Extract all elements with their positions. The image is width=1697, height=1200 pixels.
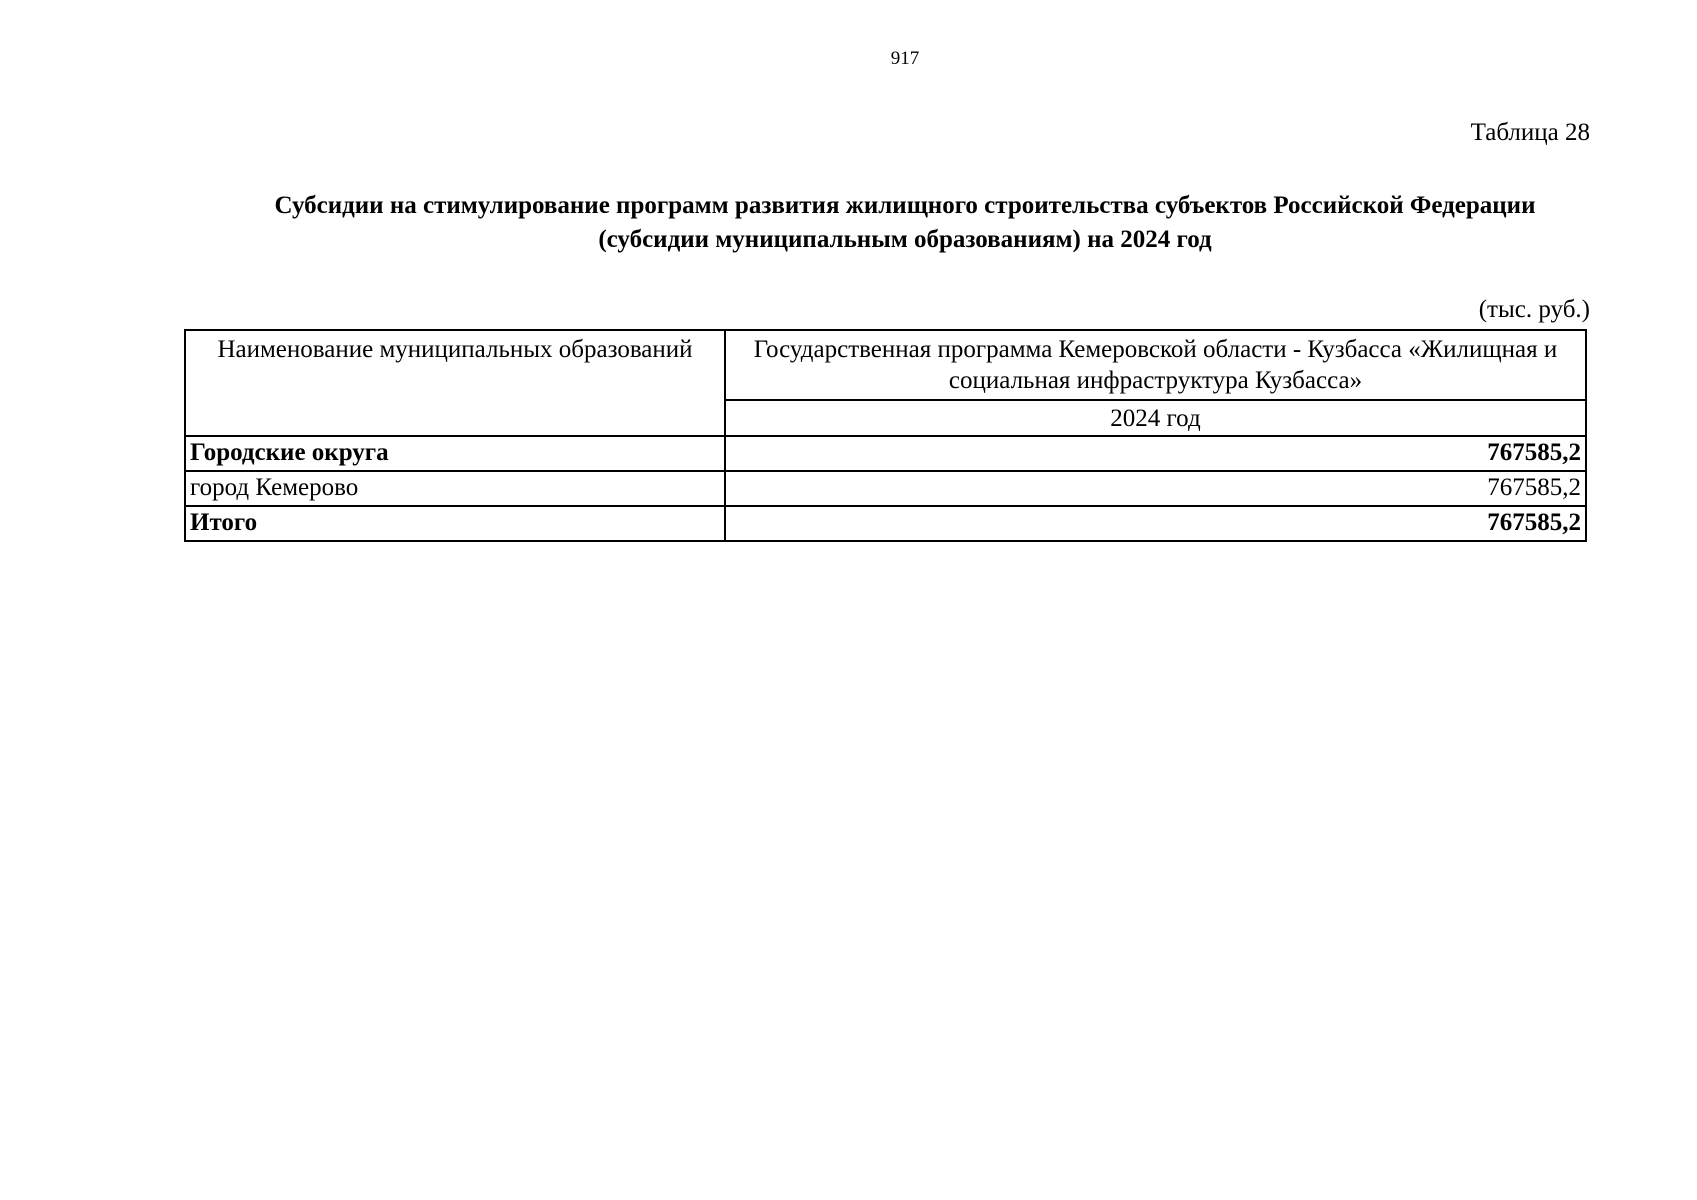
units-label: (тыс. руб.) bbox=[1478, 296, 1590, 323]
subsidy-table bbox=[184, 329, 1587, 542]
header-name-cell: Наименование муниципальных образований bbox=[185, 330, 725, 436]
document-title bbox=[185, 189, 1625, 257]
table-row bbox=[185, 506, 1586, 541]
table-header-row bbox=[185, 330, 1586, 400]
header-program-cell: Государственная программа Кемеровской области - Кузбасса «Жилищная и социальная инфраструктура Кузбасса» bbox=[725, 330, 1586, 400]
row-value-cell: 767585,2 bbox=[725, 436, 1586, 471]
table-label: Таблица 28 bbox=[1470, 119, 1590, 146]
table-row bbox=[185, 436, 1586, 471]
title-line-1: Субсидии на стимулирование программ развития жилищного строительства субъектов Российской Федерации bbox=[274, 192, 1536, 219]
row-value-cell: 767585,2 bbox=[725, 471, 1586, 506]
row-name-cell: город Кемерово bbox=[185, 471, 725, 506]
title-line-2: (субсидии муниципальным образованиям) на 2024 год bbox=[598, 226, 1212, 253]
row-value-cell: 767585,2 bbox=[725, 506, 1586, 541]
page-number: 917 bbox=[890, 48, 920, 69]
header-year-cell: 2024 год bbox=[725, 400, 1586, 436]
table-row bbox=[185, 471, 1586, 506]
row-name-cell: Городские округа bbox=[185, 436, 725, 471]
row-name-cell: Итого bbox=[185, 506, 725, 541]
